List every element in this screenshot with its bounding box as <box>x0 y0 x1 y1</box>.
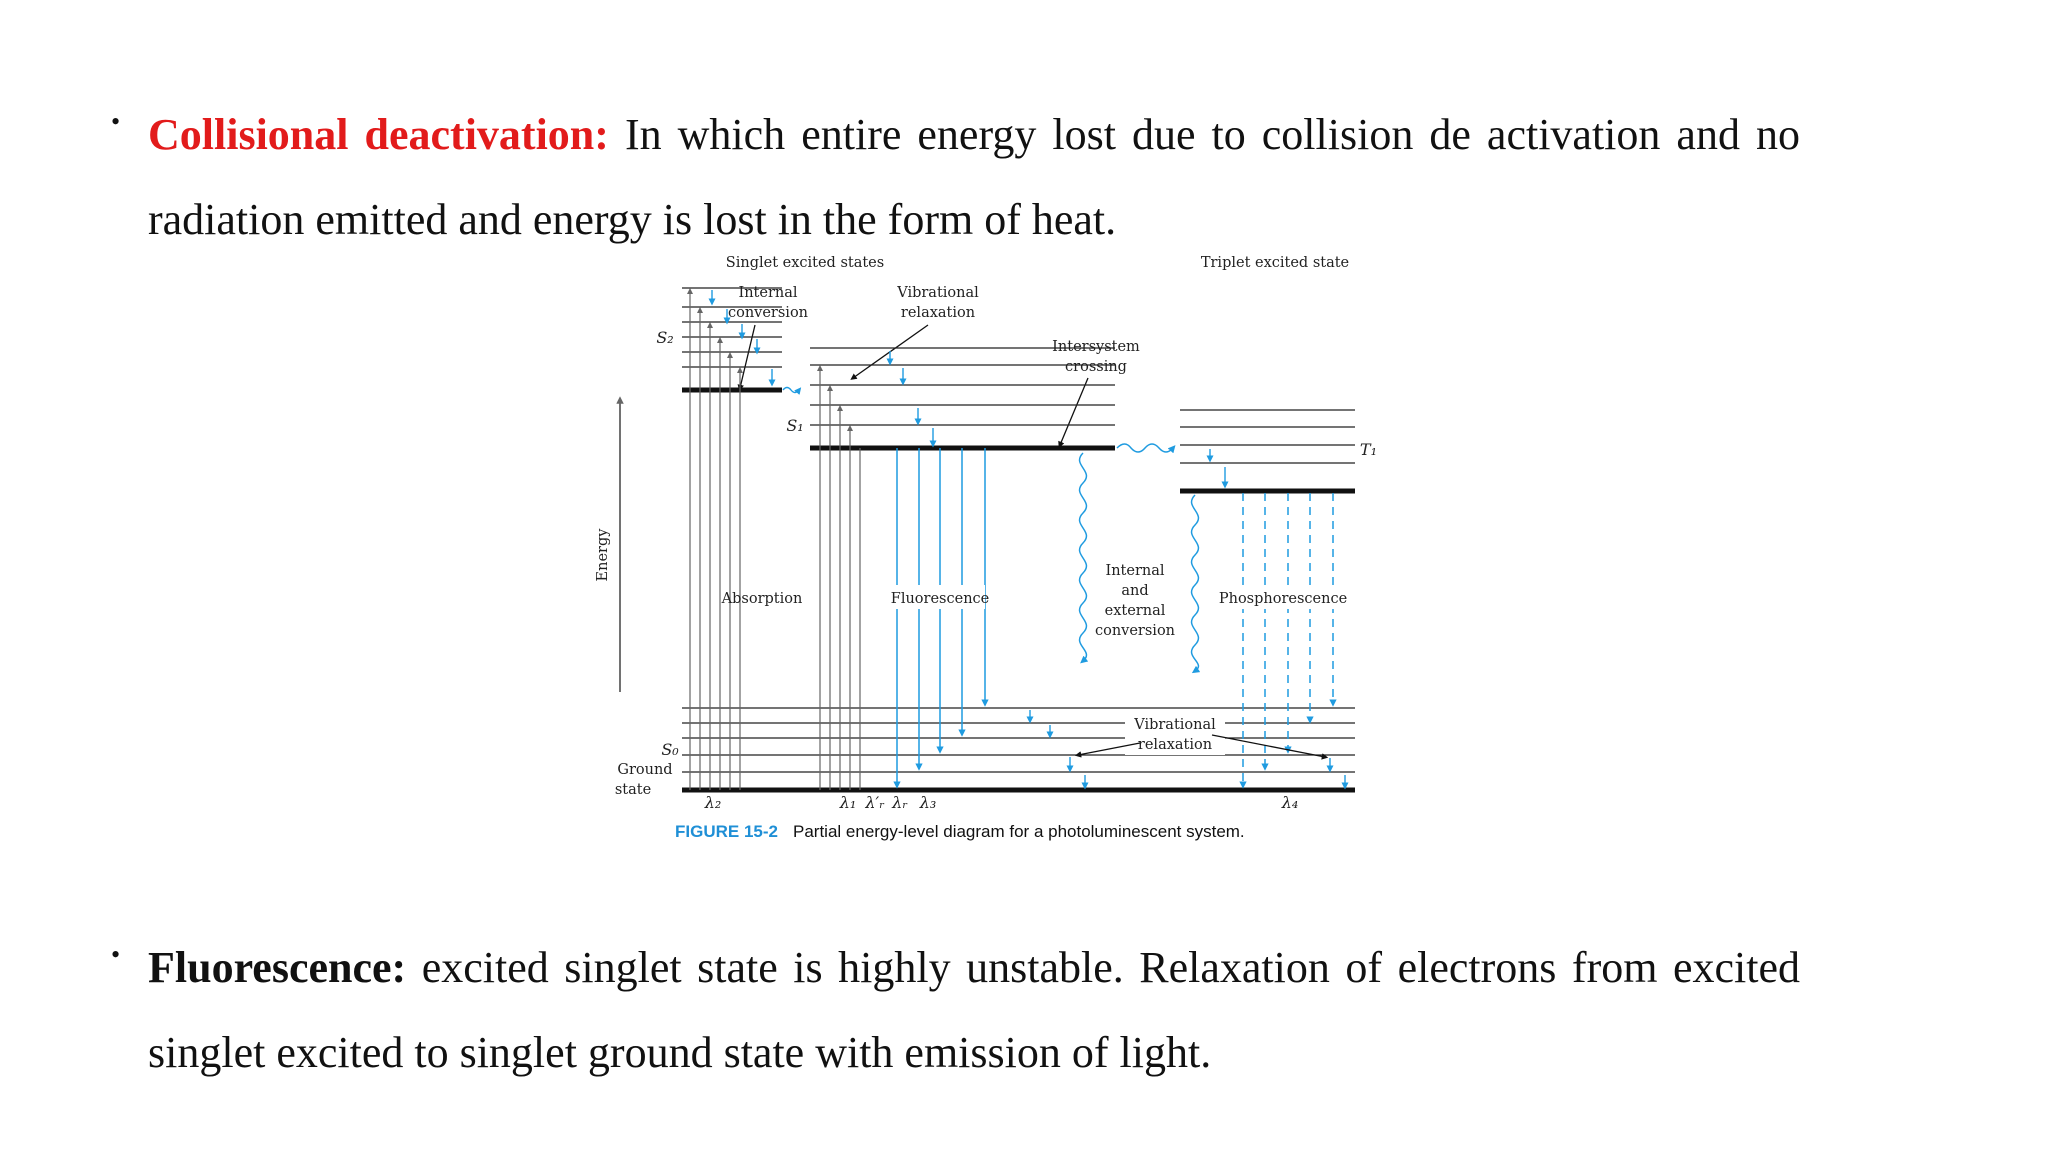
bullet-text-fluorescence: excited singlet state is highly unstable. Relaxation of electrons from excited singlet excited to singlet ground state with emission of light. <box>148 943 1800 1077</box>
bullet-marker: • <box>111 107 121 136</box>
label-internal-conversion-2: conversion <box>727 305 809 321</box>
intersystem-crossing-wave <box>1117 444 1173 452</box>
label-internal-and-external-2: and <box>1121 583 1149 599</box>
label-ground: Ground <box>617 762 673 778</box>
label-vibrational-relaxation-bottom-1: Vibrational <box>1134 717 1216 733</box>
internal-conversion-wave <box>783 388 799 393</box>
pointer-intersystem-crossing <box>1060 378 1088 445</box>
term-fluorescence: Fluorescence: <box>148 943 407 992</box>
bullet-marker: • <box>111 940 121 969</box>
bullet-text-collisional: In which entire energy lost due to collision de activation and no radiation emitted and energy is lost in the form of heat. <box>148 110 1800 244</box>
internal-external-conversion-wave-s1 <box>1080 453 1087 661</box>
heading-triplet: Triplet excited state <box>1200 255 1350 271</box>
lambda-r: λᵣ <box>892 793 908 812</box>
lambda-r-prime: λ′ᵣ <box>865 793 885 812</box>
bullet-collisional-deactivation <box>111 92 1800 262</box>
label-state: state <box>614 782 652 798</box>
figure-caption-label: FIGURE 15-2 <box>675 822 778 841</box>
label-phosphorescence: Phosphorescence <box>1218 591 1348 607</box>
fluorescence-arrows <box>897 448 985 785</box>
lambda-4: λ₄ <box>1281 793 1299 812</box>
label-internal-and-external-3: external <box>1104 603 1166 619</box>
state-s0-label: S₀ <box>661 740 679 759</box>
internal-external-conversion-wave-t1 <box>1192 495 1199 671</box>
term-collisional-deactivation: Collisional deactivation: <box>148 110 609 159</box>
label-intersystem-crossing: Intersystem <box>1052 339 1140 355</box>
label-internal-and-external-1: Internal <box>1105 563 1165 579</box>
label-vibrational-relaxation: Vibrational <box>897 285 979 301</box>
state-s1-label: S₁ <box>786 416 804 435</box>
t1-levels <box>1180 410 1355 463</box>
lambda-2: λ₂ <box>704 793 722 812</box>
phosphorescence-arrows <box>1243 493 1333 785</box>
s0-levels <box>682 708 1355 772</box>
figure-caption-text: Partial energy-level diagram for a photoluminescent system. <box>793 822 1245 841</box>
heading-singlet: Singlet excited states <box>725 255 885 271</box>
state-t1-label: T₁ <box>1359 440 1377 459</box>
energy-level-diagram <box>585 245 1377 850</box>
label-energy: Energy <box>595 528 611 582</box>
label-intersystem-crossing-2: crossing <box>1065 359 1127 375</box>
state-s2-label: S₂ <box>656 328 674 347</box>
absorption-arrows-s1 <box>820 368 860 790</box>
label-vibrational-relaxation-bottom-2: relaxation <box>1137 737 1213 753</box>
label-vibrational-relaxation-2: relaxation <box>900 305 976 321</box>
label-internal-and-external-4: conversion <box>1094 623 1176 639</box>
bullet-fluorescence <box>111 925 1800 1095</box>
label-fluorescence: Fluorescence <box>890 591 990 607</box>
label-internal-conversion: Internal <box>738 285 798 301</box>
label-absorption: Absorption <box>721 591 803 607</box>
absorption-arrows-s2 <box>690 291 740 790</box>
lambda-1: λ₁ <box>839 793 857 812</box>
lambda-3: λ₃ <box>919 793 937 812</box>
